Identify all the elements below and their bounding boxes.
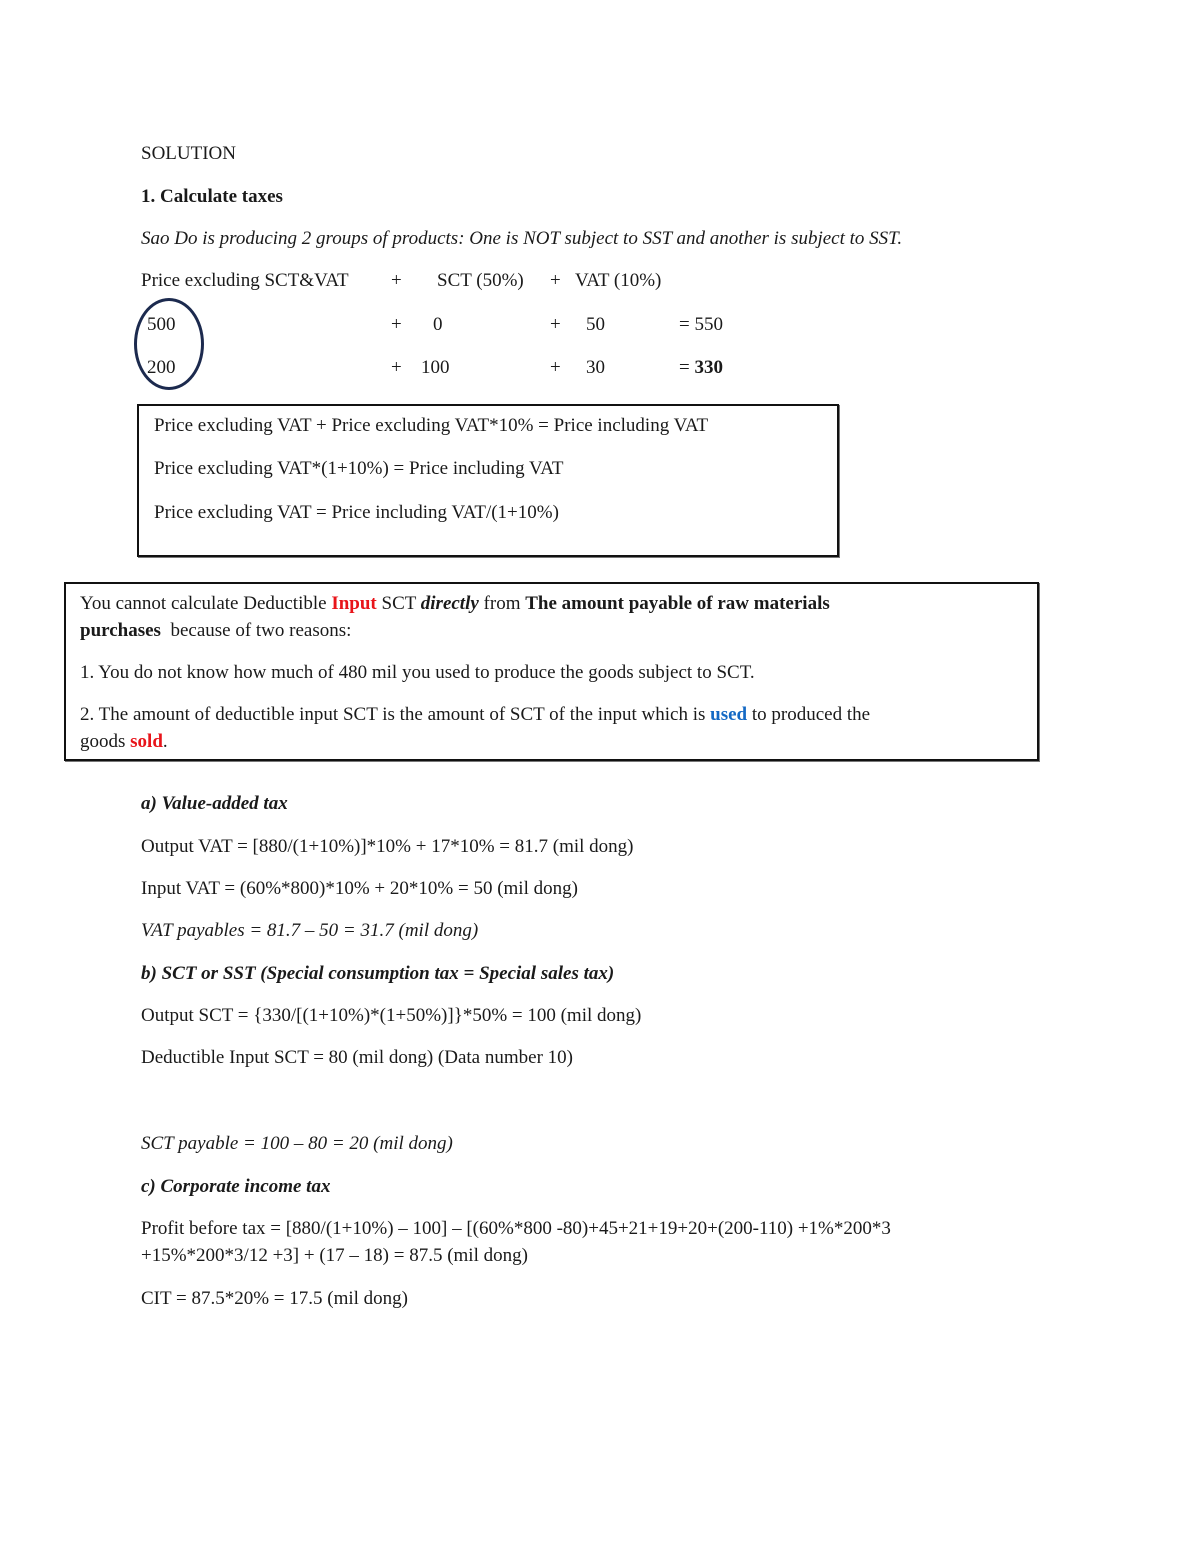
note-reason-2-line-2: [80, 731, 168, 753]
note-text: from: [478, 593, 526, 614]
row2-total-value: 330: [694, 357, 723, 378]
deductible-sct-note-box: [64, 582, 1039, 761]
note-text: goods: [80, 731, 131, 752]
row2-plus-2: +: [550, 357, 561, 378]
output-vat-line: Output VAT = [880/(1+10%)]*10% + 17*10% = 81.7 (mil dong): [141, 836, 634, 857]
note-emphasis-directly: directly: [420, 593, 479, 614]
note-paragraph-line-1: [80, 593, 830, 615]
cit-section-title: c) Corporate income tax: [141, 1176, 331, 1197]
profit-before-tax-line-2: +15%*200*3/12 +3] + (17 – 18) = 87.5 (mil dong): [141, 1245, 528, 1266]
sct-payable-line: SCT payable = 100 – 80 = 20 (mil dong): [141, 1133, 453, 1154]
note-text: because of two reasons:: [160, 620, 352, 641]
section-intro: Sao Do is producing 2 groups of products: One is NOT subject to SST and another is subject to SST.: [141, 228, 903, 249]
note-text: 2. The amount of deductible input SCT is the amount of SCT of the input which is: [80, 704, 711, 725]
note-text: You cannot calculate Deductible: [80, 593, 332, 614]
row1-vat: 50: [586, 314, 605, 335]
profit-before-tax-line-1: Profit before tax = [880/(1+10%) – 100] – [(60%*800 -80)+45+21+19+20+(200-110) +1%*200*3: [141, 1218, 891, 1239]
note-reason-2-line-1: [80, 704, 870, 726]
vat-payable-line: VAT payables = 81.7 – 50 = 31.7 (mil dong): [141, 920, 479, 941]
note-reason-1: 1. You do not know how much of 480 mil you used to produce the goods subject to SCT.: [80, 662, 755, 683]
row1-plus-2: +: [550, 314, 561, 335]
row2-total: [679, 357, 723, 379]
note-bold-amount-payable: The amount payable of raw materials: [525, 593, 830, 614]
note-highlight-used: used: [710, 704, 748, 725]
input-vat-line: Input VAT = (60%*800)*10% + 20*10% = 50 (mil dong): [141, 878, 578, 899]
note-highlight-input: Input: [331, 593, 377, 614]
note-bold-purchases: purchases: [80, 620, 161, 641]
header-price-excluding: Price excluding SCT&VAT: [141, 270, 349, 291]
row2-total-prefix: =: [679, 357, 695, 378]
vat-formula-box: [137, 404, 839, 557]
formula-line-1: Price excluding VAT + Price excluding VAT*10% = Price including VAT: [154, 415, 709, 436]
row1-plus-1: +: [391, 314, 402, 335]
header-vat: VAT (10%): [575, 270, 662, 291]
note-paragraph-line-2: [80, 620, 351, 642]
output-sct-line: Output SCT = {330/[(1+10%)*(1+50%)]}*50% = 100 (mil dong): [141, 1005, 642, 1026]
row1-sct: 0: [433, 314, 443, 335]
note-text: .: [162, 731, 168, 752]
row1-total: = 550: [679, 314, 723, 335]
row2-sct: 100: [421, 357, 450, 378]
row2-vat: 30: [586, 357, 605, 378]
vat-section-title: a) Value-added tax: [141, 793, 288, 814]
section-title-calculate-taxes: 1. Calculate taxes: [141, 186, 283, 207]
row2-price: 200: [147, 357, 176, 378]
row2-plus-1: +: [391, 357, 402, 378]
deductible-input-sct-line: Deductible Input SCT = 80 (mil dong) (Data number 10): [141, 1047, 573, 1068]
formula-line-3: Price excluding VAT = Price including VAT/(1+10%): [154, 502, 559, 523]
solution-heading: SOLUTION: [141, 143, 236, 164]
formula-line-2: Price excluding VAT*(1+10%) = Price including VAT: [154, 458, 564, 479]
header-plus-2: +: [550, 270, 561, 291]
cit-line: CIT = 87.5*20% = 17.5 (mil dong): [141, 1288, 409, 1309]
note-text: to produced the: [747, 704, 871, 725]
note-highlight-sold: sold: [130, 731, 163, 752]
note-text: SCT: [376, 593, 421, 614]
header-plus-1: +: [391, 270, 402, 291]
row1-price: 500: [147, 314, 176, 335]
highlight-ellipse-shape: [134, 298, 204, 390]
sct-section-title: b) SCT or SST (Special consumption tax = Special sales tax): [141, 963, 615, 984]
header-sct: SCT (50%): [437, 270, 524, 291]
